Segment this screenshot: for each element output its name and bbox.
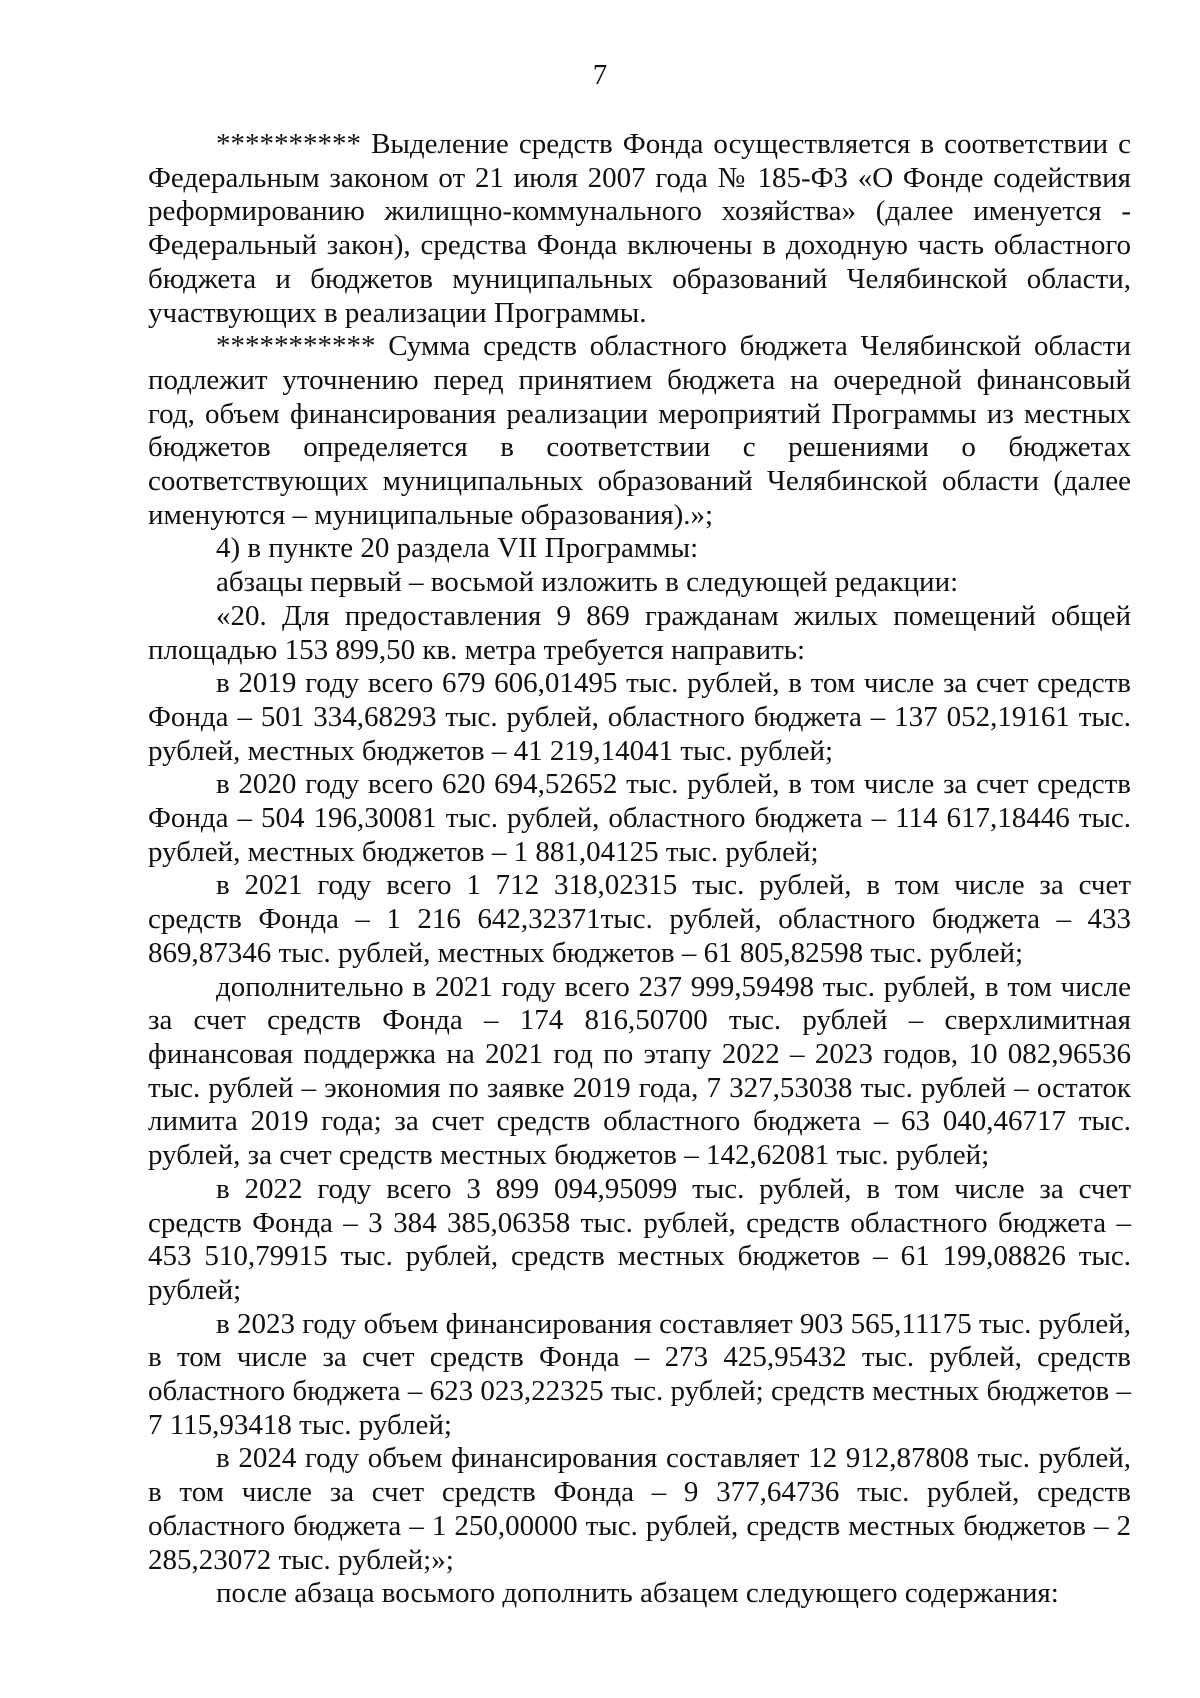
document-body [148, 128, 1131, 1611]
paragraph-year-2022: в 2022 году всего 3 899 094,95099 тыс. рублей, в том числе за счет средств Фонда – 3 384 385,06358 тыс. рублей, средств областного бюджета – 453 510,79915 тыс. рублей, средств местных бюджетов – 61 199,08826 тыс. рублей; [148, 1172, 1131, 1306]
paragraph-add-after-eighth: после абзаца восьмого дополнить абзацем следующего содержания: [216, 1577, 1059, 1610]
paragraph-year-2021-additional: дополнительно в 2021 году всего 237 999,59498 тыс. рублей, в том числе за счет средств Фонда – 174 816,50700 тыс. рублей – сверхлимитная финансовая поддержка на 2021 год по этапу 2022 – 2023 годов, 10 082,96536 тыс. рублей – экономия по заявке 2019 года, 7 327,53038 тыс. рублей – остаток лимита 2019 года; за счет средств областного бюджета – 63 040,46717 тыс. рублей, за счет средств местных бюджетов – 142,62081 тыс. рублей; [148, 970, 1131, 1172]
paragraph-year-2024: в 2024 году объем финансирования составляет 12 912,87808 тыс. рублей, в том числе за счет средств Фонда – 9 377,64736 тыс. рублей, средств областного бюджета – 1 250,00000 тыс. рублей, средств местных бюджетов – 2 285,23072 тыс. рублей;»; [148, 1442, 1131, 1576]
paragraph-fund-allocation: ********** Выделение средств Фонда осуществляется в соответствии с Федеральным законом от 21 июля 2007 года № 185-ФЗ «О Фонде содействия реформированию жилищно-коммунального хозяйства» (далее именуется - Федеральный закон), средства Фонда включены в доходную часть областного бюджета и бюджетов муниципальных образований Челябинской области, участвующих в реализации Программы. [148, 128, 1131, 329]
paragraph-year-2020: в 2020 году всего 620 694,52652 тыс. рублей, в том числе за счет средств Фонда – 504 196,30081 тыс. рублей, областного бюджета – 114 617,18446 тыс. рублей, местных бюджетов – 1 881,04125 тыс. рублей; [148, 768, 1131, 868]
paragraph-year-2023: в 2023 году объем финансирования составляет 903 565,11175 тыс. рублей, в том числе за счет средств Фонда – 273 425,95432 тыс. рублей, средств областного бюджета – 623 023,22325 тыс. рублей; средств местных бюджетов – 7 115,93418 тыс. рублей; [148, 1307, 1131, 1441]
paragraph-item-4: 4) в пункте 20 раздела VII Программы: [216, 532, 699, 565]
paragraph-point-20: «20. Для предоставления 9 869 гражданам жилых помещений общей площадью 153 899,50 кв. метра требуется направить: [148, 599, 1131, 666]
paragraph-amend-instruction: абзацы первый – восьмой изложить в следующей редакции: [216, 566, 959, 599]
paragraph-regional-budget-note: *********** Сумма средств областного бюджета Челябинской области подлежит уточнению перед принятием бюджета на очередной финансовый год, объем финансирования реализации мероприятий Программы из местных бюджетов определяется в соответствии с решениями о бюджетах соответствующих муниципальных образований Челябинской области (далее именуются – муниципальные образования).»; [148, 330, 1131, 531]
paragraph-year-2021: в 2021 году всего 1 712 318,02315 тыс. рублей, в том числе за счет средств Фонда – 1 216 642,32371тыс. рублей, областного бюджета – 433 869,87346 тыс. рублей, местных бюджетов – 61 805,82598 тыс. рублей; [148, 869, 1131, 969]
paragraph-year-2019: в 2019 году всего 679 606,01495 тыс. рублей, в том числе за счет средств Фонда – 501 334,68293 тыс. рублей, областного бюджета – 137 052,19161 тыс. рублей, местных бюджетов – 41 219,14041 тыс. рублей; [148, 667, 1131, 767]
page-number: 7 [592, 59, 608, 91]
